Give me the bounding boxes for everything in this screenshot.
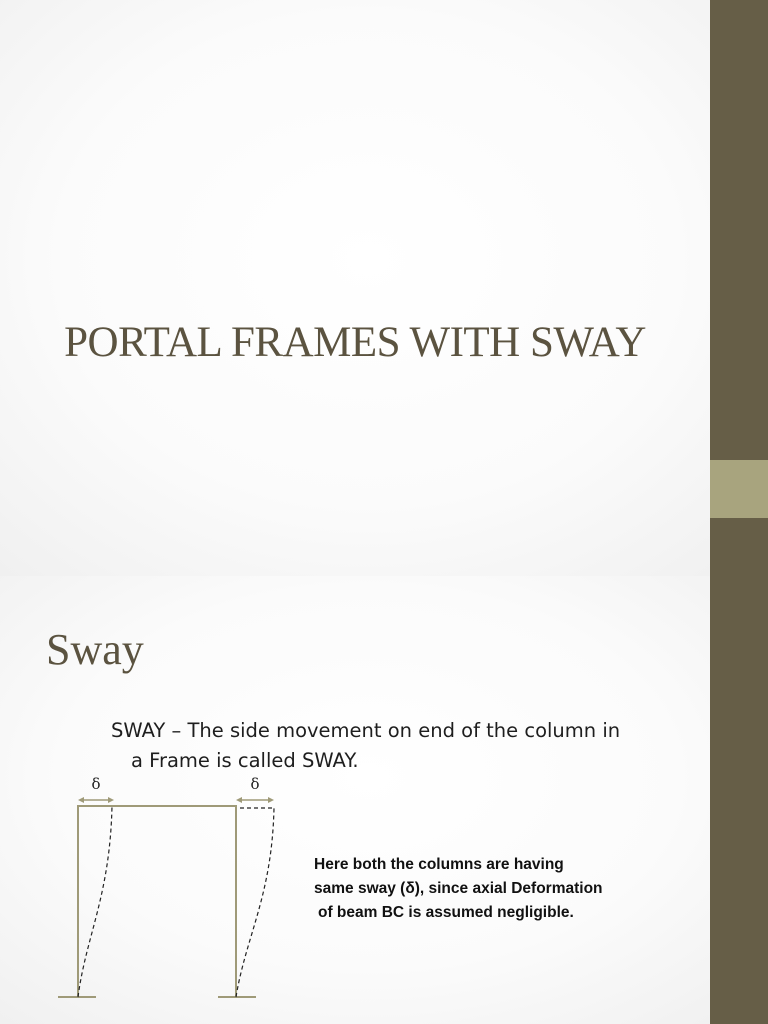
definition-line-1: SWAY – The side movement on end of the column in <box>111 719 621 742</box>
slide-title: PORTAL FRAMES WITH SWAY <box>64 319 646 366</box>
right-delta-label: δ <box>250 775 260 793</box>
note-line-3: of beam BC is assumed negligible. <box>318 904 574 921</box>
sidebar-bar <box>710 0 768 576</box>
sidebar-accent-block <box>710 460 768 518</box>
left-deflected-column <box>78 806 112 997</box>
slide-heading: Sway <box>46 625 144 674</box>
right-deflected-column <box>236 808 274 997</box>
frame-left-column <box>78 806 236 997</box>
note-line-2: same sway (δ), since axial Deformation <box>314 880 603 897</box>
left-delta-label: δ <box>91 775 101 793</box>
note-line-1: Here both the columns are having <box>314 856 564 873</box>
portal-frame-diagram <box>0 576 710 1024</box>
definition-line-2: a Frame is called SWAY. <box>131 749 359 772</box>
sidebar-bar <box>710 576 768 1024</box>
content-slide <box>0 576 768 1024</box>
sway-note <box>314 853 694 925</box>
